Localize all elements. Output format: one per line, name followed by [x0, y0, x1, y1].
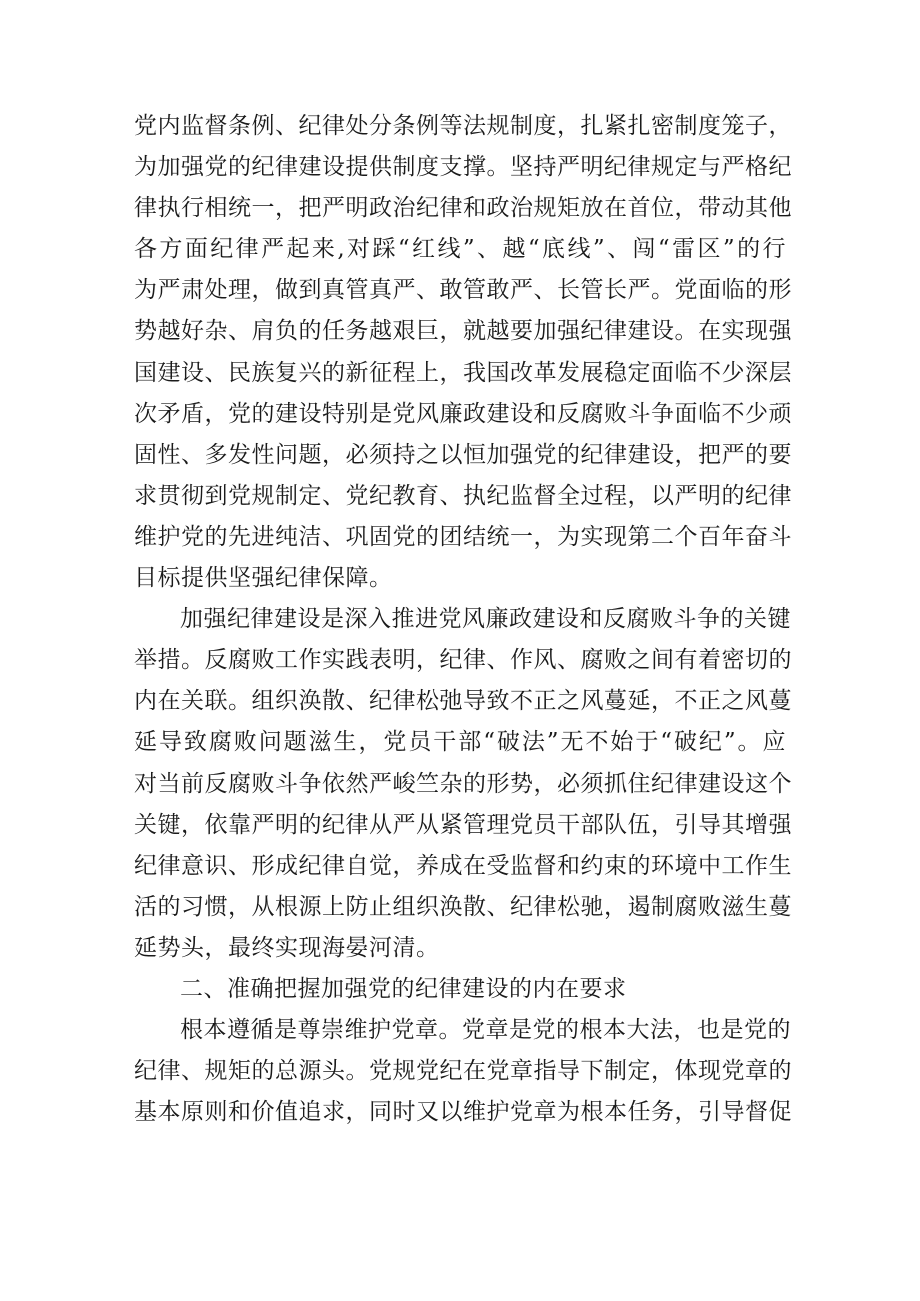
text-line: 律执行相统一，把严明政治纪律和政治规矩放在首位，带动其他: [134, 195, 792, 222]
text-line: 根本遵循是尊崇维护党章。党章是党的根本大法，也是党的: [180, 1017, 791, 1044]
text-line: 为严肃处理，做到真管真严、敢管敢严、长管长严。党面临的形: [134, 277, 792, 304]
text-line: 延导致腐败问题滋生，党员干部“破法”无不始于“破纪”。应: [134, 729, 786, 756]
text-line: 举措。反腐败工作实践表明，纪律、作风、腐败之间有着密切的: [134, 647, 792, 674]
text-line: 求贯彻到党规制定、党纪教育、执纪监督全过程，以严明的纪律: [134, 482, 792, 509]
text-line: 次矛盾，党的建设特别是党风廉政建设和反腐败斗争面临不少顽: [134, 400, 792, 427]
text-line: 固性、多发性问题，必须持之以恒加强党的纪律建设，把严的要: [134, 441, 792, 468]
text-line: 基本原则和价值追求，同时又以维护党章为根本任务，引导督促: [134, 1099, 792, 1126]
text-line: 各方面纪律严起来,对踩“红线”、越“底线”、闯“雷区”的行: [134, 236, 786, 263]
text-line: 势越好杂、肩负的任务越艰巨，就越要加强纪律建设。在实现强: [134, 318, 792, 345]
text-line: 目标提供坚强纪律保障。: [134, 565, 393, 592]
text-line: 活的习惯，从根源上防止组织涣散、纪律松驰，遏制腐败滋生蔓: [134, 893, 792, 920]
text-line: 为加强党的纪律建设提供制度支撑。坚持严明纪律规定与严格纪: [134, 154, 792, 181]
text-line: 延势头，最终实现海晏河清。: [134, 934, 440, 961]
text-line: 加强纪律建设是深入推进党风廉政建设和反腐败斗争的关键: [180, 606, 791, 633]
text-line: 党内监督条例、纪律处分条例等法规制度，扎紧扎密制度笼子，: [134, 113, 792, 139]
text-line: 对当前反腐败斗争依然严峻竺杂的形势，必须抓住纪律建设这个: [134, 770, 792, 797]
body-text: [134, 106, 792, 1133]
text-line: 二、准确把握加强党的纪律建设的内在要求: [180, 975, 627, 1002]
text-line: 维护党的先进纯洁、巩固党的团结统一，为实现第二个百年奋斗: [134, 523, 792, 550]
text-line: 内在关联。组织涣散、纪律松弛导致不正之风蔓延，不正之风蔓: [134, 688, 792, 715]
text-line: 纪律意识、形成纪律自觉，养成在受监督和约束的环境中工作生: [134, 852, 792, 879]
text-line: 纪律、规矩的总源头。党规党纪在党章指导下制定，体现党章的: [134, 1058, 792, 1085]
text-line: 国建设、民族复兴的新征程上，我国改革发展稳定面临不少深层: [134, 359, 792, 386]
text-line: 关键，依靠严明的纪律从严从紧管理党员干部队伍，引导其增强: [134, 811, 792, 838]
